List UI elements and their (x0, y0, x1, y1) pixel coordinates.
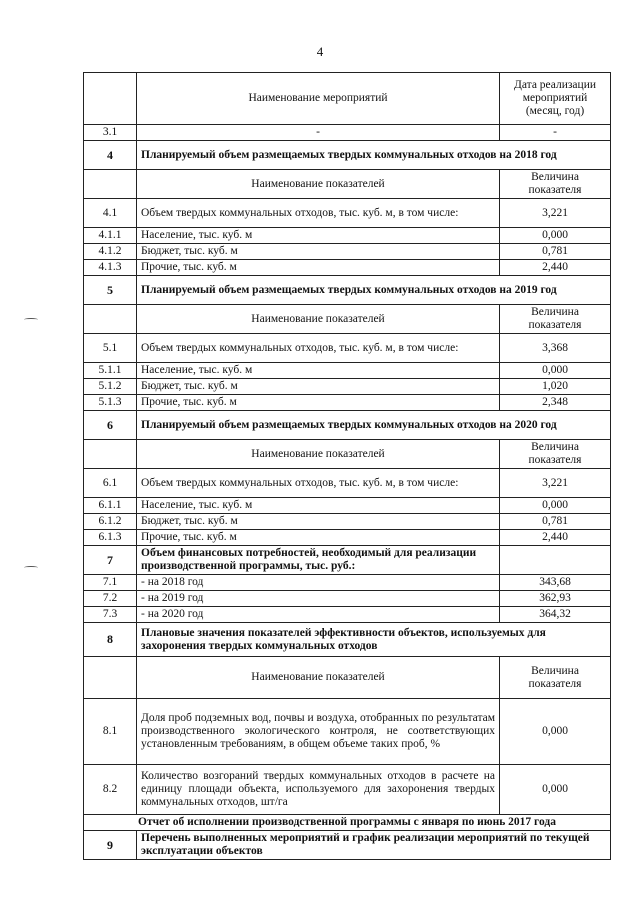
section-number: 9 (84, 831, 137, 860)
row-value: 3,368 (500, 334, 611, 363)
row-value: 3,221 (500, 469, 611, 498)
table-row (84, 591, 611, 607)
row-number: 4.1.3 (84, 260, 137, 276)
subheader-row (84, 440, 611, 469)
row-value: 0,781 (500, 514, 611, 530)
table-row (84, 199, 611, 228)
row-number: 5.1.1 (84, 363, 137, 379)
section-title: Планируемый объем размещаемых твердых коммунальных отходов на 2019 год (137, 276, 611, 305)
section-header-row (84, 141, 611, 170)
row-name: - (137, 125, 500, 141)
row-name: Бюджет, тыс. куб. м (137, 379, 500, 395)
row-name: Бюджет, тыс. куб. м (137, 514, 500, 530)
section-title: Планируемый объем размещаемых твердых коммунальных отходов на 2020 год (137, 411, 611, 440)
row-name: - на 2018 год (137, 575, 500, 591)
row-name: Доля проб подземных вод, почвы и воздуха, отобранных по результатам производственного экологического контроля, не соответствующих установленным требованиям, в общем объеме таких проб, % (137, 699, 500, 765)
section-title: Плановые значения показателей эффективности объектов, используемых для захоронения твердых коммунальных отходов (137, 623, 611, 657)
row-value: 0,000 (500, 363, 611, 379)
report-title: Отчет об исполнении производственной программы с января по июнь 2017 года (84, 815, 611, 831)
subheader-name: Наименование показателей (137, 305, 500, 334)
row-number: 8.2 (84, 765, 137, 815)
section-header-row (84, 276, 611, 305)
table-row (84, 363, 611, 379)
row-value: 0,000 (500, 765, 611, 815)
subheader-name: Наименование показателей (137, 440, 500, 469)
report-title-row (84, 815, 611, 831)
row-number: 4.1.1 (84, 228, 137, 244)
table-row (84, 575, 611, 591)
row-name: Население, тыс. куб. м (137, 363, 500, 379)
table-row (84, 395, 611, 411)
subheader-value: Величина показателя (500, 170, 611, 199)
row-value: 0,000 (500, 228, 611, 244)
row-value: 2,440 (500, 260, 611, 276)
row-value: 0,781 (500, 244, 611, 260)
row-value: 2,348 (500, 395, 611, 411)
section-header-row (84, 831, 611, 860)
section-title: Планируемый объем размещаемых твердых коммунальных отходов на 2018 год (137, 141, 611, 170)
row-value: 0,000 (500, 699, 611, 765)
row-value: 2,440 (500, 530, 611, 546)
subheader-name: Наименование показателей (137, 170, 500, 199)
subheader-value: Величина показателя (500, 305, 611, 334)
table-row (84, 514, 611, 530)
table-row (84, 699, 611, 765)
program-table (83, 72, 611, 860)
row-value: 1,020 (500, 379, 611, 395)
table-row (84, 530, 611, 546)
row-value: 3,221 (500, 199, 611, 228)
section-number: 6 (84, 411, 137, 440)
table-row (84, 334, 611, 363)
section-header-row (84, 411, 611, 440)
row-date: - (500, 125, 611, 141)
subheader-row (84, 657, 611, 699)
row-number: 7.1 (84, 575, 137, 591)
subheader-name: Наименование показателей (137, 657, 500, 699)
row-name: - на 2020 год (137, 607, 500, 623)
row-number: 7.2 (84, 591, 137, 607)
section-number: 8 (84, 623, 137, 657)
subheader-row (84, 170, 611, 199)
section-number: 7 (84, 546, 137, 575)
row-name: Бюджет, тыс. куб. м (137, 244, 500, 260)
table-row (84, 379, 611, 395)
section-number: 5 (84, 276, 137, 305)
row-name: Население, тыс. куб. м (137, 498, 500, 514)
row-name: Объем твердых коммунальных отходов, тыс. куб. м, в том числе: (137, 469, 500, 498)
row-number: 5.1.3 (84, 395, 137, 411)
row-number: 7.3 (84, 607, 137, 623)
row-number: 8.1 (84, 699, 137, 765)
row-name: Население, тыс. куб. м (137, 228, 500, 244)
row-value: 362,93 (500, 591, 611, 607)
table-row (84, 244, 611, 260)
table-row (84, 498, 611, 514)
row-name: Прочие, тыс. куб. м (137, 530, 500, 546)
row-number: 5.1.2 (84, 379, 137, 395)
row-value: 364,32 (500, 607, 611, 623)
section-header-row (84, 623, 611, 657)
row-number: 6.1 (84, 469, 137, 498)
header-date-col: Дата реализации мероприятий (месяц, год) (500, 73, 611, 125)
row-number: 6.1.3 (84, 530, 137, 546)
row-number: 5.1 (84, 334, 137, 363)
table-row (84, 260, 611, 276)
subheader-value: Величина показателя (500, 440, 611, 469)
page-number: 4 (316, 44, 324, 59)
scan-mark (24, 318, 38, 321)
row-name: Объем твердых коммунальных отходов, тыс. куб. м, в том числе: (137, 199, 500, 228)
table-header-row (84, 73, 611, 125)
row-name: Прочие, тыс. куб. м (137, 260, 500, 276)
row-number: 4.1 (84, 199, 137, 228)
row-number: 4.1.2 (84, 244, 137, 260)
table-row (84, 765, 611, 815)
row-number: 6.1.2 (84, 514, 137, 530)
row-name: Количество возгораний твердых коммунальных отходов в расчете на единицу площади объекта, используемого для захоронения твердых коммунальных отходов, шт/га (137, 765, 500, 815)
row-value: 343,68 (500, 575, 611, 591)
subheader-value: Величина показателя (500, 657, 611, 699)
header-name-col: Наименование мероприятий (137, 73, 500, 125)
section-title: Перечень выполненных мероприятий и график реализации мероприятий по текущей эксплуатации объектов (137, 831, 611, 860)
section-title: Объем финансовых потребностей, необходимый для реализации производственной программы, тыс. руб.: (137, 546, 500, 575)
scan-mark (24, 566, 38, 569)
subheader-row (84, 305, 611, 334)
table-row (84, 125, 611, 141)
row-name: - на 2019 год (137, 591, 500, 607)
row-name: Объем твердых коммунальных отходов, тыс. куб. м, в том числе: (137, 334, 500, 363)
row-name: Прочие, тыс. куб. м (137, 395, 500, 411)
row-value: 0,000 (500, 498, 611, 514)
table-row (84, 228, 611, 244)
table-row (84, 469, 611, 498)
section-header-row (84, 546, 611, 575)
row-number: 6.1.1 (84, 498, 137, 514)
section-number: 4 (84, 141, 137, 170)
row-number: 3.1 (84, 125, 137, 141)
table-row (84, 607, 611, 623)
